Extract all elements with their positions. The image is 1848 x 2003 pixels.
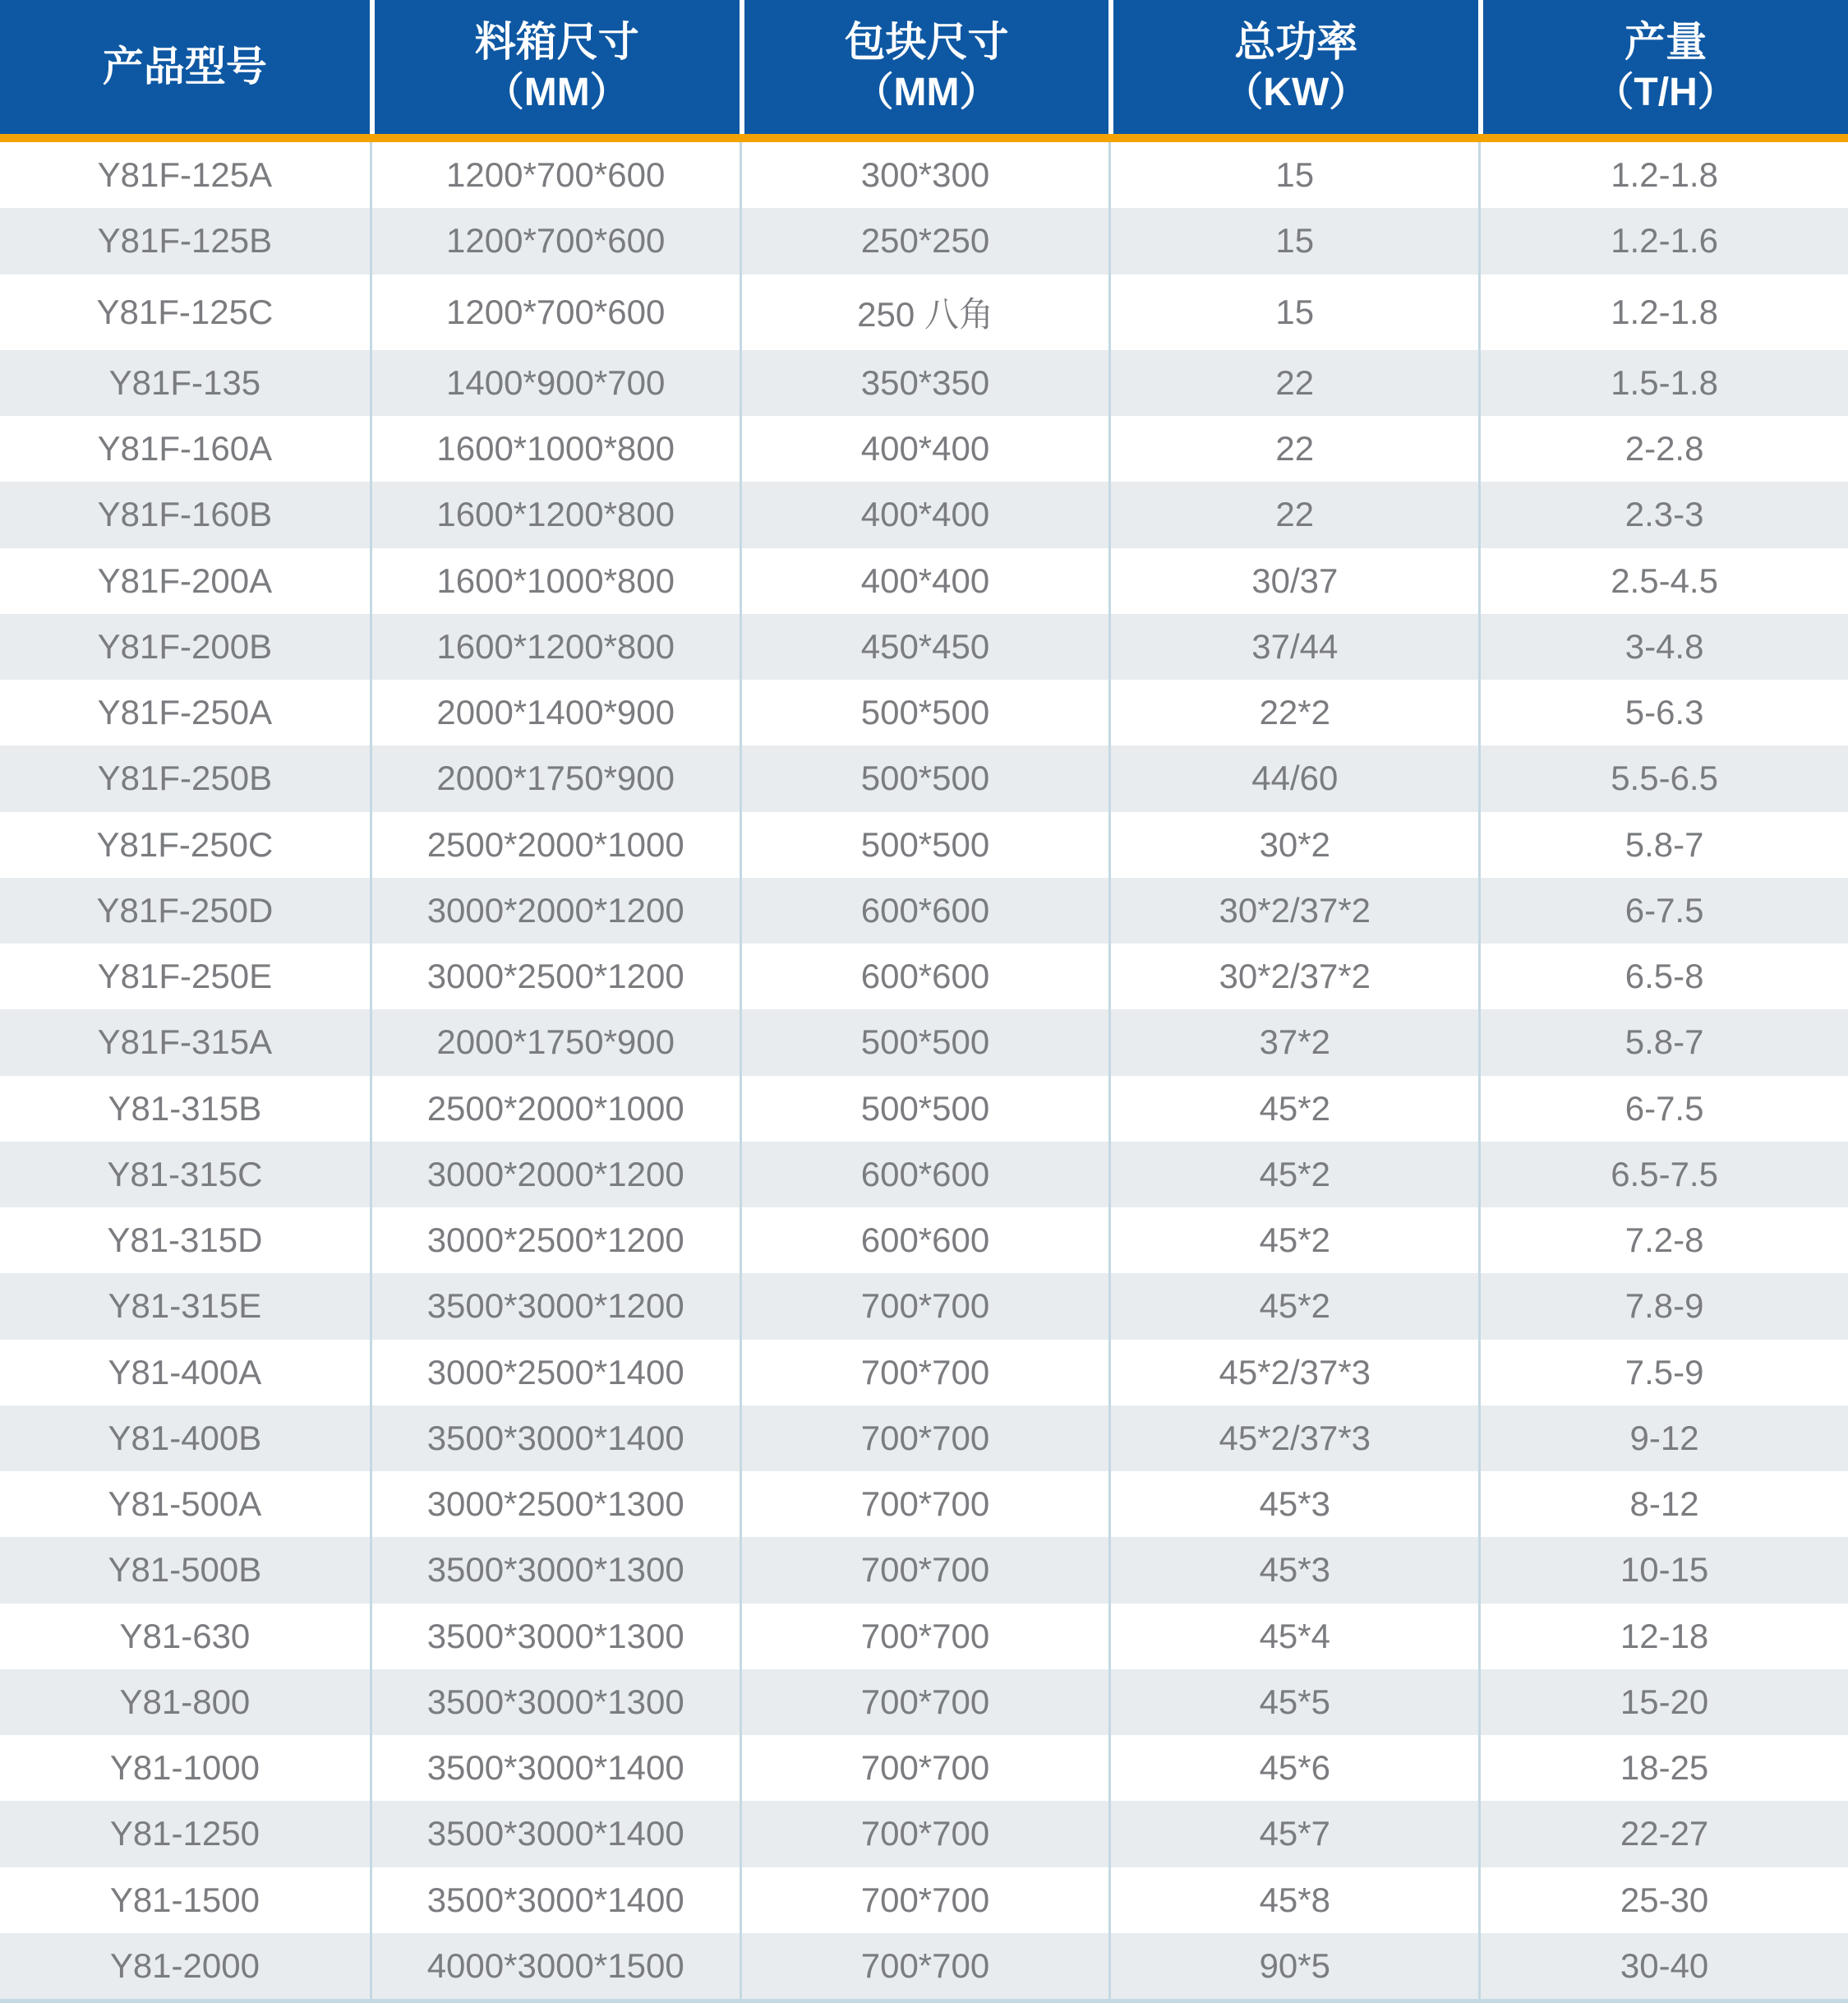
table-cell: 45*2/37*3 (1108, 1340, 1478, 1405)
table-cell: 37/44 (1108, 614, 1478, 680)
table-cell: 3000*2500*1400 (370, 1340, 740, 1405)
table-cell: 45*2 (1108, 1076, 1478, 1142)
table-row (0, 1076, 1848, 1142)
table-cell: Y81F-125C (96, 292, 274, 331)
table-cell: Y81-315B (108, 1088, 262, 1128)
table-cell: 7.8-9 (1478, 1273, 1848, 1339)
table-cell: 1200*700*600 (370, 275, 740, 350)
table-cell: 6.5-8 (1478, 944, 1848, 1009)
table-cell: 8-12 (1478, 1471, 1848, 1537)
table-cell: 45*2 (1108, 1273, 1478, 1339)
table-cell: 700*700 (740, 1867, 1109, 1933)
table-row (0, 1933, 1848, 1999)
table-cell: 7.2-8 (1478, 1207, 1848, 1273)
table-cell: 3500*3000*1400 (370, 1867, 740, 1933)
table-row (0, 745, 1848, 811)
table-cell: Y81-1500 (109, 1880, 260, 1919)
table-cell: 1600*1200*800 (370, 614, 740, 680)
table-cell: 45*8 (1108, 1867, 1478, 1933)
table-row (0, 1537, 1848, 1603)
table-cell: 30/37 (1108, 548, 1478, 614)
table-cell: Y81-800 (119, 1682, 251, 1721)
table-row (0, 482, 1848, 547)
table-cell: 700*700 (740, 1933, 1109, 1999)
table-cell: 700*700 (740, 1669, 1109, 1735)
table-row (0, 614, 1848, 680)
column-header-box-size (370, 0, 740, 134)
table-cell: Y81-400B (108, 1418, 262, 1457)
table-cell: Y81-500B (108, 1550, 262, 1590)
table-cell: 45*6 (1108, 1735, 1478, 1801)
table-row (0, 1273, 1848, 1339)
table-cell: Y81-315D (107, 1221, 263, 1260)
table-cell: 3500*3000*1200 (370, 1273, 740, 1339)
table-row (0, 1669, 1848, 1735)
table-cell: Y81F-160A (97, 429, 273, 468)
table-cell: 12-18 (1478, 1604, 1848, 1669)
table-cell: 15 (1108, 275, 1478, 350)
table-cell: 700*700 (740, 1471, 1109, 1537)
table-cell: 3-4.8 (1478, 614, 1848, 680)
table-cell: 500*500 (740, 745, 1109, 811)
table-cell: 22*2 (1108, 680, 1478, 745)
table-cell: 15 (1108, 208, 1478, 274)
table-cell: 3500*3000*1400 (370, 1405, 740, 1471)
table-cell: 45*2/37*3 (1108, 1405, 1478, 1471)
table-row (0, 1471, 1848, 1537)
table-cell: 3500*3000*1400 (370, 1801, 740, 1867)
column-header-label: 产品型号 (102, 44, 267, 90)
table-row (0, 1801, 1848, 1867)
table-cell: Y81-400A (108, 1352, 262, 1391)
table-cell: 15 (1108, 142, 1478, 208)
table-cell: 45*2 (1108, 1207, 1478, 1273)
table-cell: 4000*3000*1500 (370, 1933, 740, 1999)
column-header-unit: （T/H） (1594, 70, 1737, 114)
column-header-unit: （KW） (1224, 70, 1369, 114)
table-cell: 500*500 (740, 1009, 1109, 1075)
table-cell: 600*600 (740, 944, 1109, 1009)
table-row (0, 1867, 1848, 1933)
table-cell: 700*700 (740, 1340, 1109, 1405)
table-cell: 5.8-7 (1478, 1009, 1848, 1075)
table-cell: 400*400 (740, 482, 1109, 547)
table-cell: 1600*1000*800 (370, 416, 740, 482)
table-cell: 30-40 (1478, 1933, 1848, 1999)
table-cell: 25-30 (1478, 1867, 1848, 1933)
table-row (0, 275, 1848, 350)
table-cell: 5.8-7 (1478, 812, 1848, 878)
table-cell: 2500*2000*1000 (370, 1076, 740, 1142)
table-cell: 5-6.3 (1478, 680, 1848, 745)
table-cell: 1200*700*600 (370, 142, 740, 208)
table-cell: 30*2 (1108, 812, 1478, 878)
column-header-unit: （MM） (854, 70, 999, 114)
table-cell: 500*500 (740, 680, 1109, 745)
table-row (0, 350, 1848, 416)
column-header-label: 包块尺寸 (844, 19, 1009, 66)
table-cell: 3500*3000*1300 (370, 1604, 740, 1669)
table-cell: 90*5 (1108, 1933, 1478, 1999)
table-cell: 45*4 (1108, 1604, 1478, 1669)
table-cell: Y81F-250E (97, 957, 273, 996)
table-cell: 250 八角 (740, 275, 1109, 350)
table-cell: Y81F-160B (97, 495, 273, 534)
table-body (0, 142, 1848, 2003)
table-row (0, 1207, 1848, 1273)
table-cell: 10-15 (1478, 1537, 1848, 1603)
table-cell: 45*2 (1108, 1142, 1478, 1207)
table-cell: 400*400 (740, 416, 1109, 482)
table-cell: 700*700 (740, 1604, 1109, 1669)
column-header-label: 料箱尺寸 (474, 19, 639, 66)
table-cell: 22 (1108, 350, 1478, 416)
table-cell: Y81F-125A (97, 155, 273, 195)
table-cell: 45*3 (1108, 1471, 1478, 1537)
table-cell: 300*300 (740, 142, 1109, 208)
table-cell: 700*700 (740, 1405, 1109, 1471)
table-cell: 3000*2500*1200 (370, 1207, 740, 1273)
column-header-bale-size (740, 0, 1109, 134)
table-cell: 3000*2500*1200 (370, 944, 740, 1009)
table-cell: 30*2/37*2 (1108, 944, 1478, 1009)
table-cell: 3000*2000*1200 (370, 878, 740, 944)
table-cell: 700*700 (740, 1801, 1109, 1867)
table-cell: 700*700 (740, 1735, 1109, 1801)
table-cell: 5.5-6.5 (1478, 745, 1848, 811)
table-row (0, 1604, 1848, 1669)
table-cell: 15-20 (1478, 1669, 1848, 1735)
table-cell: Y81-315C (107, 1154, 263, 1193)
header-accent-bar (0, 134, 1848, 142)
table-cell: 6-7.5 (1478, 1076, 1848, 1142)
table-cell: 2-2.8 (1478, 416, 1848, 482)
table-cell: 1.5-1.8 (1478, 350, 1848, 416)
table-cell: 1.2-1.8 (1478, 142, 1848, 208)
table-cell: 22 (1108, 416, 1478, 482)
table-cell: Y81-500A (108, 1484, 262, 1524)
table-cell: Y81F-200A (97, 561, 273, 600)
table-cell: 2000*1400*900 (370, 680, 740, 745)
table-cell: 2000*1750*900 (370, 1009, 740, 1075)
table-cell: Y81F-250C (96, 824, 274, 864)
table-cell: 1.2-1.8 (1478, 275, 1848, 350)
table-cell: 700*700 (740, 1537, 1109, 1603)
table-cell: 3500*3000*1400 (370, 1735, 740, 1801)
table-cell: Y81F-125B (97, 221, 273, 261)
table-cell: 250*250 (740, 208, 1109, 274)
table-row (0, 1405, 1848, 1471)
table-cell: 2.5-4.5 (1478, 548, 1848, 614)
table-cell: 37*2 (1108, 1009, 1478, 1075)
table-cell: 400*400 (740, 548, 1109, 614)
table-cell: Y81F-250B (97, 759, 273, 798)
table-cell: 45*3 (1108, 1537, 1478, 1603)
table-cell: 1200*700*600 (370, 208, 740, 274)
table-row (0, 548, 1848, 614)
table-row (0, 1009, 1848, 1075)
table-cell: 7.5-9 (1478, 1340, 1848, 1405)
table-cell: 45*5 (1108, 1669, 1478, 1735)
column-header-label: 总功率 (1234, 19, 1358, 66)
table-cell: 1600*1200*800 (370, 482, 740, 547)
table-cell: 600*600 (740, 878, 1109, 944)
table-cell: 2.3-3 (1478, 482, 1848, 547)
table-cell: 2000*1750*900 (370, 745, 740, 811)
table-cell: 500*500 (740, 812, 1109, 878)
table-cell: 1400*900*700 (370, 350, 740, 416)
table-cell: 45*7 (1108, 1801, 1478, 1867)
column-header-label: 产量 (1624, 19, 1707, 66)
column-header-output (1478, 0, 1848, 134)
column-header-unit: （MM） (484, 70, 629, 114)
table-cell: 44/60 (1108, 745, 1478, 811)
table-cell: 30*2/37*2 (1108, 878, 1478, 944)
column-header-model (0, 0, 370, 134)
table-cell: 22-27 (1478, 1801, 1848, 1867)
table-row (0, 1735, 1848, 1801)
table-row (0, 208, 1848, 274)
table-cell: 700*700 (740, 1273, 1109, 1339)
table-cell: Y81-2000 (109, 1945, 260, 1985)
table-cell: Y81F-135 (108, 362, 261, 402)
table-cell: Y81-315E (108, 1286, 262, 1326)
table-row (0, 944, 1848, 1009)
table-cell: 18-25 (1478, 1735, 1848, 1801)
table-cell: 600*600 (740, 1207, 1109, 1273)
table-cell: 500*500 (740, 1076, 1109, 1142)
table-cell: Y81F-315A (97, 1022, 273, 1062)
table-row (0, 1142, 1848, 1207)
column-header-total-power (1108, 0, 1478, 134)
table-cell: 3000*2500*1300 (370, 1471, 740, 1537)
table-row (0, 142, 1848, 208)
table-header-row (0, 0, 1848, 134)
table-cell: 350*350 (740, 350, 1109, 416)
table-cell: 6.5-7.5 (1478, 1142, 1848, 1207)
table-row (0, 878, 1848, 944)
table-cell: 450*450 (740, 614, 1109, 680)
table-cell: Y81F-250D (96, 890, 274, 930)
table-cell: Y81F-200B (97, 626, 273, 666)
table-cell: 1600*1000*800 (370, 548, 740, 614)
table-row (0, 416, 1848, 482)
table-row (0, 812, 1848, 878)
table-cell: 2500*2000*1000 (370, 812, 740, 878)
table-cell: 600*600 (740, 1142, 1109, 1207)
table-row (0, 680, 1848, 745)
table-cell: 22 (1108, 482, 1478, 547)
table-cell: 6-7.5 (1478, 878, 1848, 944)
table-cell: 3500*3000*1300 (370, 1537, 740, 1603)
table-row (0, 1340, 1848, 1405)
table-cell: 3500*3000*1300 (370, 1669, 740, 1735)
table-cell: 9-12 (1478, 1405, 1848, 1471)
table-cell: 3000*2000*1200 (370, 1142, 740, 1207)
table-cell: Y81F-250A (97, 693, 273, 732)
table-cell: Y81-1000 (109, 1748, 260, 1788)
table-cell: Y81-1250 (109, 1814, 260, 1853)
table-cell: Y81-630 (119, 1616, 251, 1655)
table-cell: 1.2-1.6 (1478, 208, 1848, 274)
